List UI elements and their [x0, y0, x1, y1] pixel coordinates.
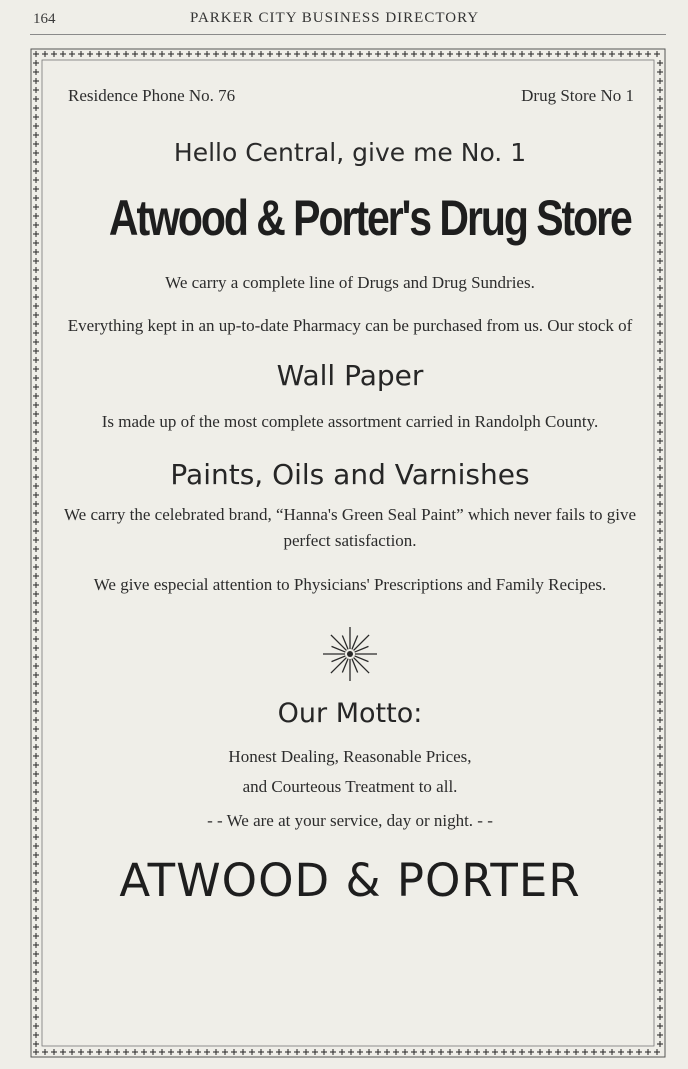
drugs-line: We carry a complete line of Drugs and Drug Sundries. — [165, 273, 535, 292]
brand-line: We carry the celebrated brand, “Hanna's Green Seal Paint” which never fails to give perfect satisfaction. — [64, 505, 636, 550]
motto-line-2: and Courteous Treatment to all. — [242, 777, 458, 796]
store-phone: Drug Store No 1 — [521, 86, 634, 105]
store-name: Atwood & Porter's Drug Store — [108, 190, 631, 246]
advertisement — [56, 78, 644, 1038]
starburst-ornament — [56, 624, 644, 684]
starburst-icon — [320, 624, 380, 684]
phone-row — [56, 78, 644, 105]
assortment-line: Is made up of the most complete assortment carried in Randolph County. — [101, 412, 599, 431]
pharmacy-line: Everything kept in an up-to-date Pharmacy can be purchased from us. Our stock of — [67, 316, 633, 335]
motto-heading: Our Motto: — [277, 698, 423, 729]
paints-heading: Paints, Oils and Varnishes — [170, 458, 530, 491]
running-head — [0, 0, 688, 34]
prescriptions-line: We give especial attention to Physicians' Prescriptions and Family Recipes. — [93, 575, 607, 594]
service-line: - - We are at your service, day or night. - - — [207, 811, 493, 830]
motto-line-1: Honest Dealing, Reasonable Prices, — [228, 747, 472, 766]
page-number: 164 — [33, 11, 56, 27]
footer-store-name: ATWOOD & PORTER — [119, 854, 581, 907]
directory-title: PARKER CITY BUSINESS DIRECTORY — [190, 10, 480, 26]
residence-phone: Residence Phone No. 76 — [68, 86, 236, 105]
header-rule — [30, 34, 666, 35]
wall-paper-heading: Wall Paper — [276, 359, 424, 392]
hello-line: Hello Central, give me No. 1 — [173, 138, 527, 167]
